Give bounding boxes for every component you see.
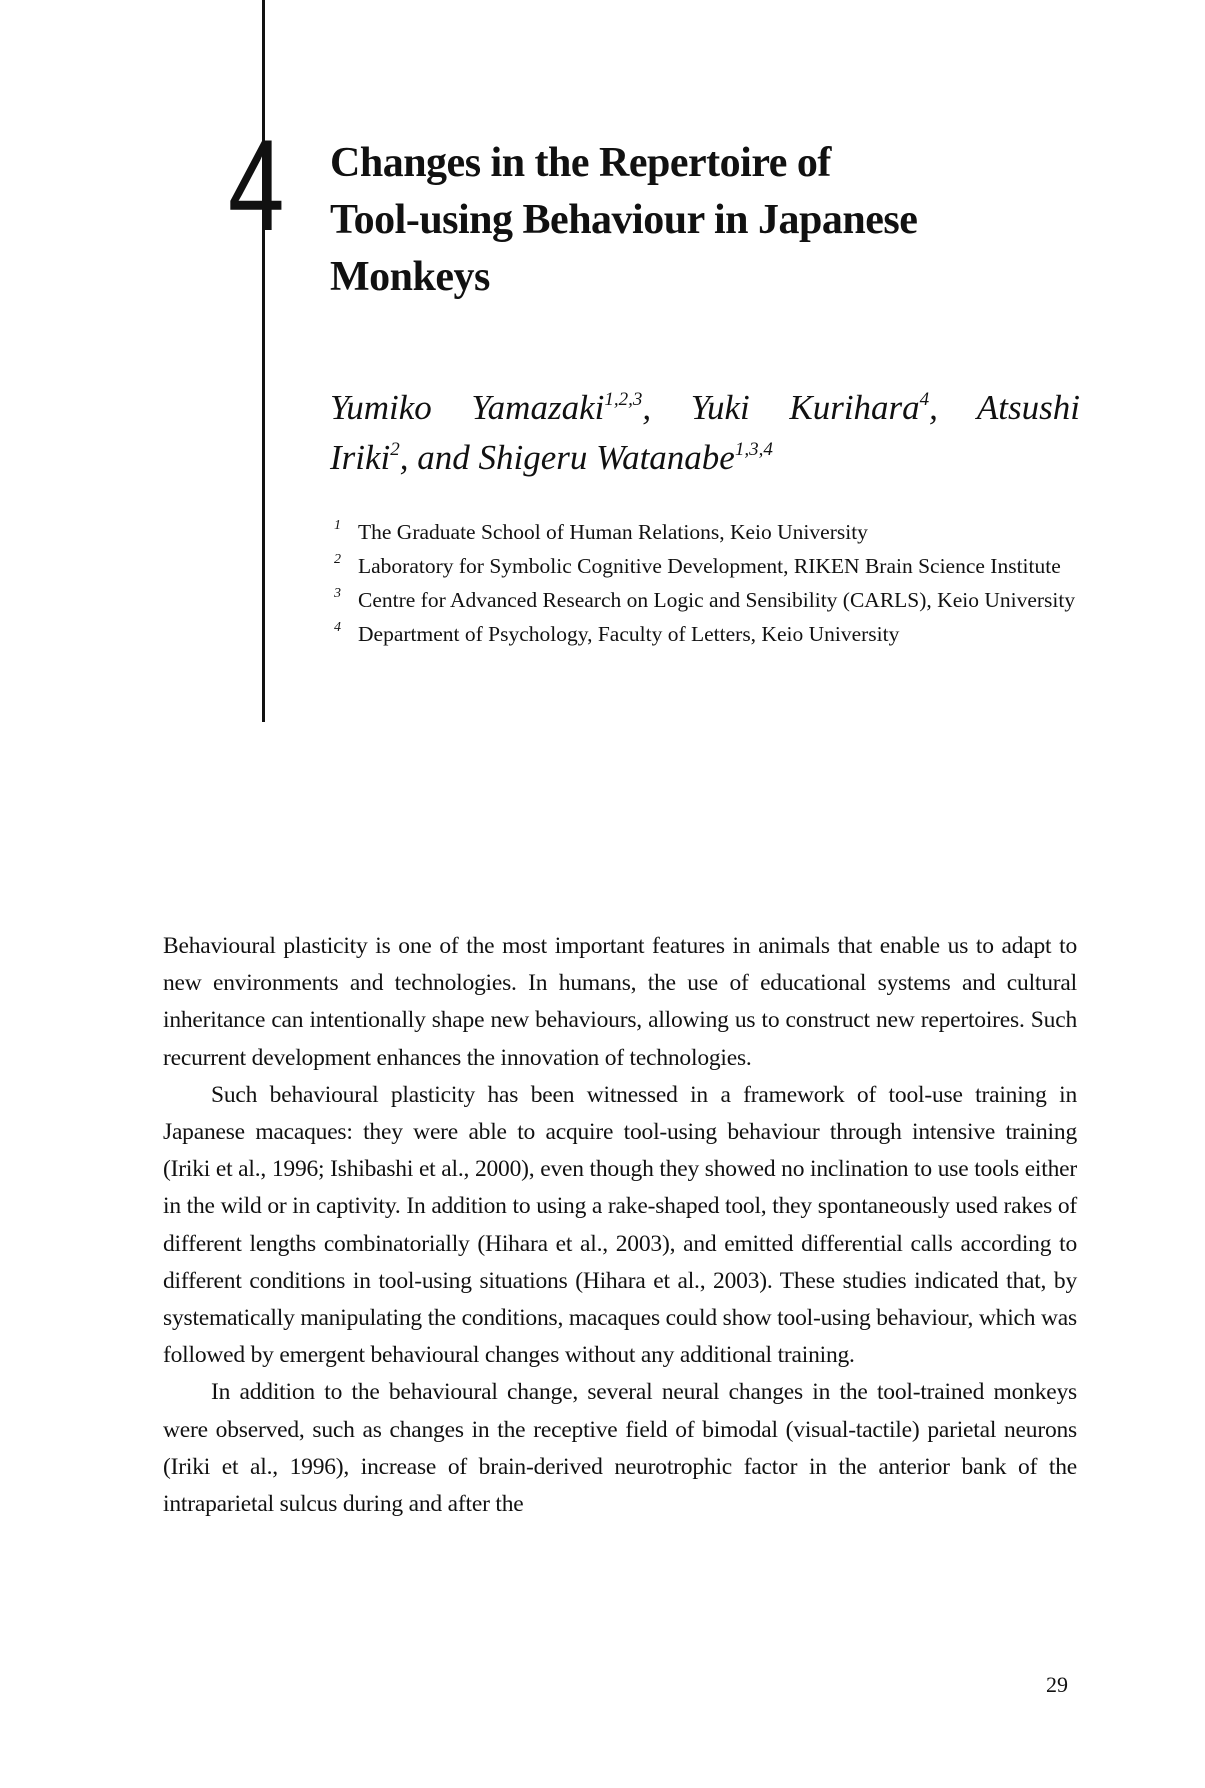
affiliation-marker: 2 bbox=[390, 439, 400, 460]
affiliation-item bbox=[330, 617, 1090, 651]
author-list bbox=[330, 383, 1080, 483]
author-line bbox=[330, 433, 1080, 483]
affiliation-item bbox=[330, 549, 1090, 583]
affiliation-marker: 4 bbox=[919, 389, 930, 410]
author-name: Yuki Kurihara bbox=[690, 388, 920, 427]
chapter-title-line: Tool-using Behaviour in Japanese bbox=[330, 197, 918, 243]
affiliation-item bbox=[330, 583, 1090, 617]
affiliation-item bbox=[330, 515, 1090, 549]
body-paragraph: In addition to the behavioural change, several neural changes in the tool-trained monkeys were observed, such as changes in the receptive field of bimodal (visual-tactile) parietal neurons (Iriki et al., 1996), increase of brain-derived neurotrophic factor in the anterior bank of the intraparietal sulcus during and after the bbox=[163, 1379, 1077, 1518]
affiliation-marker: 1,3,4 bbox=[734, 439, 773, 460]
author-line bbox=[330, 383, 1080, 433]
author-name-last: Iriki bbox=[330, 438, 391, 477]
affiliation-list bbox=[330, 515, 1090, 651]
body-text bbox=[163, 928, 1077, 1523]
affiliation-number: 3 bbox=[334, 586, 341, 601]
affiliation-number: 4 bbox=[334, 620, 341, 635]
affiliation-number: 2 bbox=[334, 552, 341, 567]
affiliation-number: 1 bbox=[334, 518, 341, 533]
affiliation-marker: 1,2,3 bbox=[604, 389, 643, 410]
separator: , and bbox=[399, 438, 479, 477]
chapter-divider-rule bbox=[262, 0, 265, 722]
chapter-title-line: Changes in the Repertoire of bbox=[330, 140, 831, 186]
separator: , bbox=[929, 388, 938, 427]
author-name-first: Atsushi bbox=[976, 388, 1080, 427]
affiliation-text: Centre for Advanced Research on Logic and Sensibility (CARLS), Keio University bbox=[358, 588, 1076, 612]
body-paragraph: Such behavioural plasticity has been witnessed in a framework of tool-use training in Japanese macaques: they were able to acquire tool-using behaviour through intensive training (Iriki et al., 1996; Ishibashi et al., 2000), even though they showed no inclination to use tools either in the wild or in captivity. In addition to using a rake-shaped tool, they spontaneously used rakes of different lengths combinatorially (Hihara et al., 2003), and emitted differential calls according to different conditions in tool-using situations (Hihara et al., 2003). These studies indicated that, by systematically manipulating the conditions, macaques could show tool-using behaviour, which was followed by emergent behavioural changes without any additional training. bbox=[163, 1081, 1077, 1369]
separator: , bbox=[642, 388, 652, 427]
page-number: 29 bbox=[1046, 1672, 1068, 1697]
affiliation-text: The Graduate School of Human Relations, Keio University bbox=[358, 520, 868, 544]
body-paragraph: Behavioural plasticity is one of the most important features in animals that enable us to adapt to new environments and technologies. In humans, the use of educational systems and cultural inheritance can intentionally shape new behaviours, allowing us to construct new repertoires. Such recurrent development enhances the innovation of technologies. bbox=[163, 933, 1077, 1071]
chapter-title-line: Monkeys bbox=[330, 254, 490, 300]
chapter-title bbox=[330, 135, 1110, 306]
affiliation-text: Department of Psychology, Faculty of Letters, Keio University bbox=[358, 622, 900, 646]
chapter-number: 4 bbox=[228, 112, 285, 258]
affiliation-text: Laboratory for Symbolic Cognitive Development, RIKEN Brain Science Institute bbox=[358, 554, 1061, 578]
author-name: Yumiko Yamazaki bbox=[330, 388, 605, 427]
author-name: Shigeru Watanabe bbox=[478, 438, 735, 477]
